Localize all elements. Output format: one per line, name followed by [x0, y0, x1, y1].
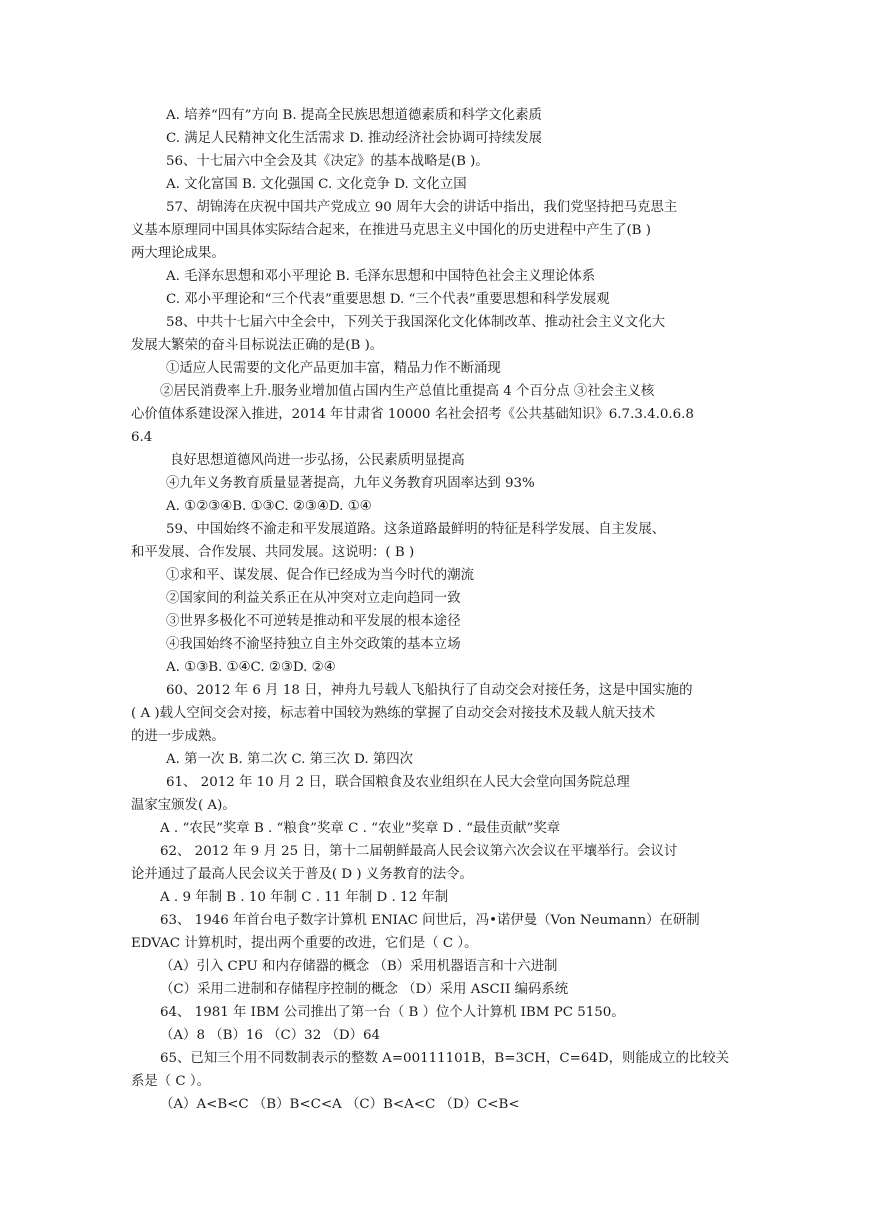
option-line: C. 邓小平理论和“三个代表”重要思想 D. “三个代表”重要思想和科学发展观 [166, 292, 610, 307]
question-62: 62、 2012 年 9 月 25 日，第十二届朝鲜最高人民会议第六次会议在平壤举行。会议讨 [160, 844, 678, 859]
question-59: 59、中国始终不渝走和平发展道路。这条道路最鲜明的特征是科学发展、自主发展、 [166, 522, 666, 537]
option-line: （A）A<B<C （B）B<C<A （C）B<A<C （D）C<B< [160, 1097, 520, 1112]
question-56: 56、十七届六中全会及其《决定》的基本战略是(B )。 [166, 154, 489, 169]
statement-line: ②国家间的利益关系正在从冲突对立走向趋同一致 [166, 591, 461, 606]
question-64: 64、 1981 年 IBM 公司推出了第一台（ B ）位个人计算机 IBM PC 5150。 [160, 1005, 625, 1020]
option-line: A. ①③B. ①④C. ②③D. ②④ [166, 660, 336, 675]
question-text: 的进一步成熟。 [131, 729, 225, 744]
question-text: 系是（ C ）。 [131, 1074, 211, 1089]
option-line: A. 文化富国 B. 文化强国 C. 文化竞争 D. 文化立国 [166, 177, 467, 192]
option-line: A. 毛泽东思想和邓小平理论 B. 毛泽东思想和中国特色社会主义理论体系 [166, 269, 596, 284]
statement-line: ①适应人民需要的文化产品更加丰富，精品力作不断涌现 [166, 361, 501, 376]
question-61: 61、 2012 年 10 月 2 日，联合国粮食及农业组织在人民大会堂向国务院总理 [166, 775, 630, 790]
statement-line: ④我国始终不渝坚持独立自主外交政策的基本立场 [166, 637, 461, 652]
question-text: 温家宝颁发( A)。 [131, 798, 236, 813]
question-60: 60、2012 年 6 月 18 日，神舟九号载人飞船执行了自动交会对接任务，这是中国实施的 [166, 683, 693, 698]
option-line: A. ①②③④B. ①③C. ②③④D. ①④ [166, 499, 372, 514]
option-line: C. 满足人民精神文化生活需求 D. 推动经济社会协调可持续发展 [166, 131, 543, 146]
question-text: 和平发展、合作发展、共同发展。这说明：( B ) [131, 545, 415, 560]
statement-line: 心价值体系建设深入推进，2014 年甘肃省 10000 名社会招考《公共基础知识》6.7.3.4.0.6.8 [131, 407, 694, 422]
question-text: EDVAC 计算机时，提出两个重要的改进，它们是（ C ）。 [131, 936, 478, 951]
question-text: 义基本原理同中国具体实际结合起来，在推进马克思主义中国化的历史进程中产生了(B ) [131, 223, 651, 238]
question-58: 58、中共十七届六中全会中，下列关于我国深化文化体制改革、推动社会主义文化大 [166, 315, 666, 330]
option-line: A. 培养“四有”方向 B. 提高全民族思想道德素质和科学文化素质 [166, 108, 542, 123]
statement-line: ②居民消费率上升.服务业增加值占国内生产总值比重提高 4 个百分点 ③社会主义核 [160, 384, 655, 399]
question-63: 63、 1946 年首台电子数字计算机 ENIAC 问世后，冯•诺伊曼（Von Neumann）在研制 [160, 913, 700, 928]
option-line: （A）8 （B）16 （C）32 （D）64 [160, 1028, 381, 1043]
option-line: （C）采用二进制和存储程序控制的概念 （D）采用 ASCII 编码系统 [160, 982, 569, 997]
question-text: ( A )载人空间交会对接，标志着中国较为熟练的掌握了自动交会对接技术及载人航天技术 [131, 706, 656, 721]
question-text: 发展大繁荣的奋斗目标说法正确的是(B )。 [131, 338, 384, 353]
option-line: A . “农民”奖章 B . “粮食”奖章 C . “农业”奖章 D . “最佳贡献”奖章 [160, 821, 561, 836]
question-57: 57、胡锦涛在庆祝中国共产党成立 90 周年大会的讲话中指出，我们党坚持把马克思主 [166, 200, 678, 215]
option-line: A . 9 年制 B . 10 年制 C . 11 年制 D . 12 年制 [160, 890, 449, 905]
option-line: （A）引入 CPU 和内存储器的概念 （B）采用机器语言和十六进制 [160, 959, 558, 974]
statement-line: ④九年义务教育质量显著提高，九年义务教育巩固率达到 93% [166, 476, 535, 491]
question-text: 论并通过了最高人民会议关于普及( D ) 义务教育的法令。 [131, 867, 473, 882]
statement-line: ①求和平、谋发展、促合作已经成为当今时代的潮流 [166, 568, 474, 583]
statement-line: ③世界多极化不可逆转是推动和平发展的根本途径 [166, 614, 461, 629]
question-65: 65、已知三个用不同数制表示的整数 A=00111101B，B=3CH，C=64D，则能成立的比较关 [160, 1051, 730, 1066]
option-line: A. 第一次 B. 第二次 C. 第三次 D. 第四次 [166, 752, 414, 767]
statement-line: 良好思想道德风尚进一步弘扬，公民素质明显提高 [170, 453, 465, 468]
question-text: 两大理论成果。 [131, 246, 225, 261]
statement-line: 6.4 [131, 430, 153, 445]
